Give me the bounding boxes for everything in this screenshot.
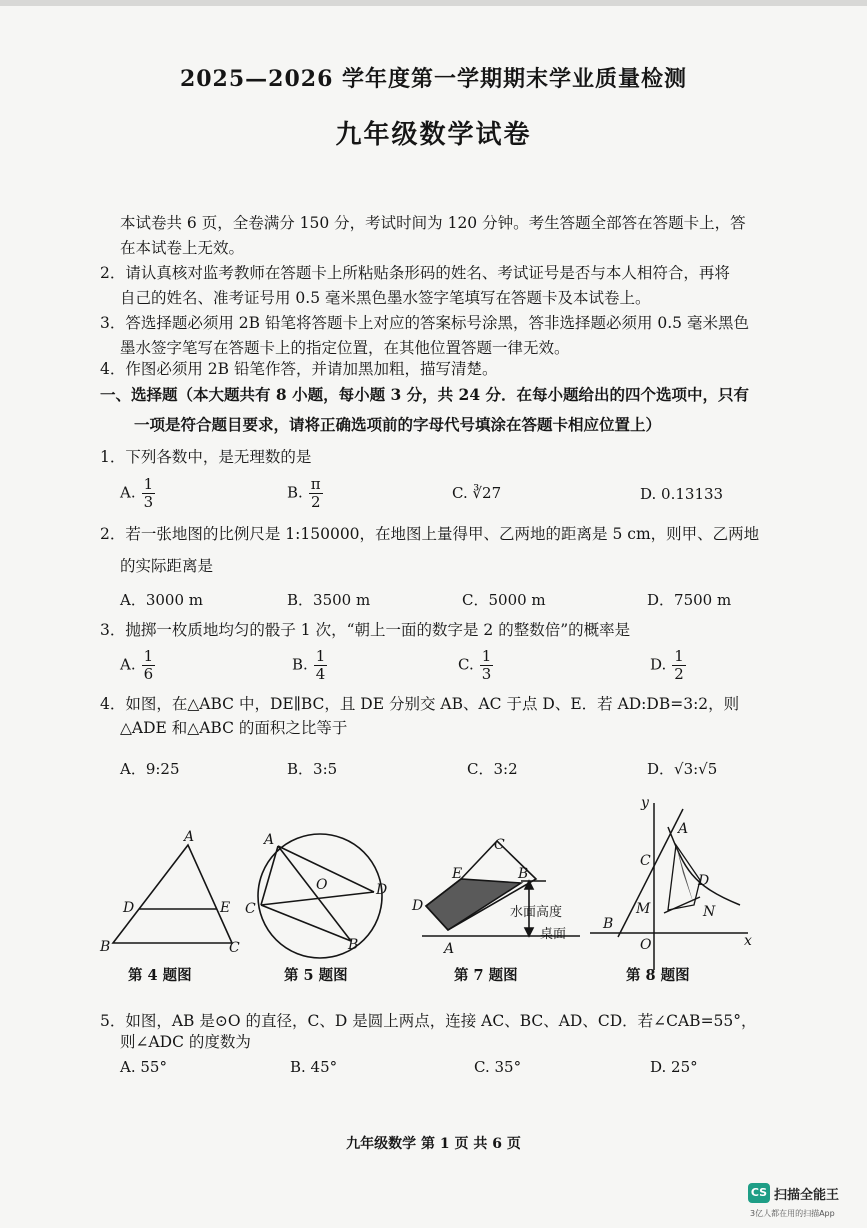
f7-water-label: 水面高度: [510, 905, 563, 920]
q3-d-fraction: $\frac{1}{2}$: [674, 647, 684, 683]
q1-option-b: [287, 476, 323, 511]
f4-label-e: E: [220, 900, 231, 916]
figure-5-circle: [258, 834, 382, 958]
q1-option-c: C. ∛27: [452, 484, 502, 502]
f7-label-e: E: [452, 866, 463, 882]
q5-option-d: D. 25°: [650, 1058, 698, 1076]
f8-label-a: A: [678, 821, 689, 837]
f5-label-b: B: [348, 937, 359, 953]
figure-7-caption: 第 7 题图: [454, 967, 518, 984]
f5-label-c: C: [245, 901, 256, 917]
q3-option-d: D. $\frac{1}{2}$: [650, 647, 684, 683]
f4-label-a: A: [184, 829, 195, 845]
section-heading: 一、选择题（本大题共有 8 小题，每小题 3 分，共 24 分．在每小题给出的四个选项中，只有: [100, 385, 750, 404]
q1-a-label: A.: [120, 483, 136, 502]
f8-label-b: B: [603, 916, 614, 932]
f5-label-a: A: [264, 832, 275, 848]
note-3-line-1: 3．答选择题必须用 2B 铅笔将答题卡上对应的答案标号涂黑，答非选择题必须用 0.5 毫米黑色: [100, 314, 749, 332]
f7-label-c: C: [494, 837, 505, 853]
f8-label-y: y: [641, 795, 649, 811]
f7-desk-label: 桌面: [540, 927, 567, 942]
q1-d-value: 0.13133: [661, 485, 724, 503]
note-3-line-2: 墨水签字笔写在答题卡上的指定位置，在其他位置答题一律无效。: [120, 339, 570, 357]
q1-b-fraction: $\frac{\pi}{2}$: [310, 475, 321, 511]
note-2-line-1: 2．请认真核对监考教师在答题卡上所粘贴条形码的姓名、考试证号是否与本人相符合，再将: [100, 264, 730, 282]
page-footer: 九年级数学 第 1 页 共 6 页: [346, 1136, 521, 1152]
q4-option-a: A．9:25: [120, 760, 180, 778]
q3-a-fraction: $\frac{1}{6}$: [143, 647, 154, 683]
q4-option-d: D．√3:√5: [647, 760, 718, 778]
figures-panel: [0, 785, 867, 990]
f4-label-c: C: [229, 940, 240, 956]
q1-option-d: D. 0.13133: [640, 485, 724, 503]
f4-label-d: D: [123, 900, 135, 916]
q5-option-b: B. 45°: [290, 1058, 338, 1076]
q1-option-a: [120, 476, 155, 511]
q5-stem-1: 5．如图，AB 是⊙O 的直径，C、D 是圆上两点，连接 AC、BC、AD、CD．若∠CAB=55°，: [100, 1012, 757, 1030]
q4-stem-2: △ADE 和△ABC 的面积之比等于: [120, 719, 348, 737]
q3-stem: 3．抛掷一枚质地均匀的骰子 1 次，“朝上一面的数字是 2 的整数倍”的概率是: [100, 621, 631, 639]
f5-label-d: D: [376, 882, 388, 898]
f5-label-o: O: [316, 877, 328, 893]
q3-c-fraction: $\frac{1}{3}$: [481, 647, 492, 683]
q1-c-value: ∛27: [472, 484, 502, 502]
q3-option-c: C. $\frac{1}{3}$: [458, 647, 492, 683]
f7-label-a: A: [444, 941, 455, 957]
f8-label-d: D: [698, 873, 710, 889]
q2-stem-2: 的实际距离是: [120, 557, 214, 575]
q1-stem: 1．下列各数中，是无理数的是: [100, 448, 312, 466]
cs-logo-icon: CS: [748, 1183, 770, 1203]
exam-title: 2025—2026 学年度第一学期期末学业质量检测: [179, 66, 688, 92]
q2-option-c: C．5000 m: [462, 591, 546, 609]
note-4: 4．作图必须用 2B 铅笔作答，并请加黑加粗，描写清楚。: [100, 360, 498, 378]
f8-label-o: O: [640, 937, 652, 953]
q5-option-c: C. 35°: [474, 1058, 522, 1076]
q2-option-b: B．3500 m: [287, 591, 371, 609]
q4-stem-1: 4．如图，在△ABC 中，DE∥BC，且 DE 分别交 AB、AC 于点 D、E．若 AD:DB=3:2，则: [100, 695, 740, 713]
q5-stem-2: 则∠ADC 的度数为: [120, 1033, 251, 1051]
q3-option-b: B. $\frac{1}{4}$: [292, 647, 326, 683]
figure-8-caption: 第 8 题图: [626, 967, 690, 984]
q3-option-a: A. $\frac{1}{6}$: [120, 647, 154, 683]
figure-4-triangle: [113, 845, 232, 943]
note-1-line-1: 本试卷共 6 页，全卷满分 150 分，考试时间为 120 分钟。考生答题全部答在答题卡上，答: [120, 214, 746, 232]
f8-label-m: M: [636, 901, 651, 917]
scanner-tagline: 3亿人都在用的扫描App: [750, 1209, 835, 1218]
note-2-line-2: 自己的姓名、准考证号用 0.5 毫米黑色墨水签字笔填写在答题卡及本试卷上。: [120, 289, 651, 307]
q2-stem-1: 2．若一张地图的比例尺是 1:150000，在地图上量得甲、乙两地的距离是 5 cm，则甲、乙两地: [100, 525, 760, 543]
figure-7-container: [422, 841, 580, 936]
f7-label-b: B: [518, 866, 529, 882]
q1-b-label: B.: [287, 483, 303, 502]
figure-5-caption: 第 5 题图: [284, 967, 348, 984]
f7-label-d: D: [412, 898, 424, 914]
scanner-app-name: 扫描全能王: [774, 1188, 840, 1203]
figure-4-caption: 第 4 题图: [128, 967, 192, 984]
figure-8-coordinate-plot: [590, 803, 748, 970]
exam-subtitle: 九年级数学试卷: [335, 120, 532, 150]
q5-option-a: A. 55°: [120, 1058, 167, 1076]
q4-option-c: C．3:2: [467, 760, 518, 778]
q2-option-d: D．7500 m: [647, 591, 732, 609]
q3-b-fraction: $\frac{1}{4}$: [315, 647, 326, 683]
scanner-watermark: [748, 1179, 867, 1228]
scan-top-edge: [0, 0, 867, 6]
section-heading-cont: 一项是符合题目要求，请将正确选项前的字母代号填涂在答题卡相应位置上）: [134, 415, 662, 434]
f8-label-x: x: [744, 933, 752, 949]
q4-option-b: B．3:5: [287, 760, 338, 778]
f8-label-n: N: [703, 904, 716, 920]
q2-option-a: A．3000 m: [120, 591, 203, 609]
q1-a-fraction: $\frac{1}{3}$: [143, 475, 154, 511]
f4-label-b: B: [100, 939, 111, 955]
f8-label-c: C: [640, 853, 651, 869]
note-1-line-2: 在本试卷上无效。: [120, 239, 245, 257]
